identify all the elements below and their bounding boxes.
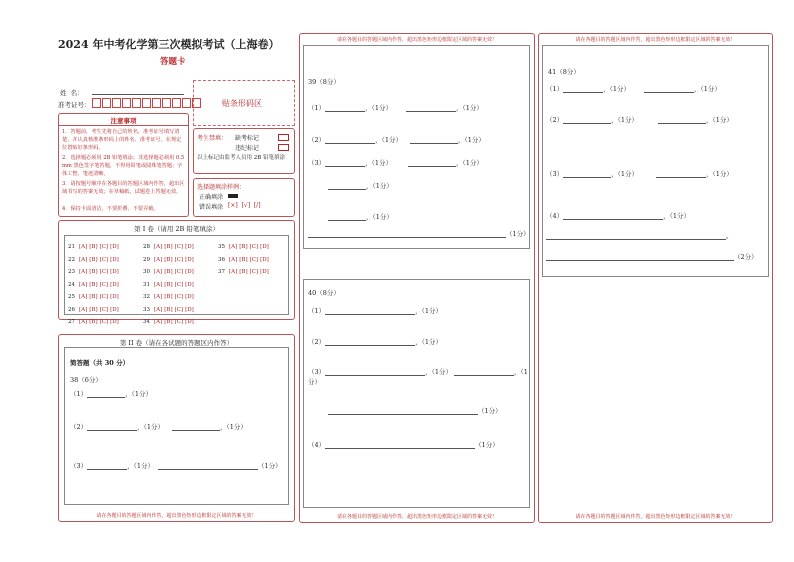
option-bubble[interactable]: [C]	[99, 294, 109, 300]
points: （1分）	[475, 441, 499, 449]
points: （1分）	[669, 212, 691, 220]
option-bubble[interactable]: [D]	[185, 306, 194, 313]
option-bubble[interactable]: [D]	[110, 306, 119, 313]
points: （1分）	[609, 85, 631, 93]
comma: ，	[366, 213, 373, 221]
part-label: （1）	[546, 85, 564, 93]
part-label: （3）	[308, 159, 326, 167]
option-bubble[interactable]: [B]	[89, 244, 98, 250]
option-bubble[interactable]: [B]	[164, 281, 173, 288]
option-bubble[interactable]: [D]	[185, 269, 194, 275]
option-bubble[interactable]: [D]	[110, 319, 119, 325]
part-label: （2）	[308, 136, 326, 144]
points: （1分）	[421, 338, 443, 346]
comma: ，	[663, 212, 670, 220]
option-bubble[interactable]: [B]	[89, 319, 98, 325]
option-bubble[interactable]: [B]	[164, 319, 173, 325]
option-bubble[interactable]: [B]	[89, 256, 98, 263]
comma: ，	[603, 85, 610, 93]
option-bubble[interactable]: [C]	[99, 306, 109, 313]
bubble-row[interactable]	[68, 316, 119, 329]
exam-no-grid[interactable]	[92, 98, 202, 108]
option-bubble[interactable]: [A]	[154, 244, 163, 250]
part-label: （3）	[308, 368, 326, 376]
points: （1分）	[462, 104, 483, 112]
option-bubble[interactable]: [C]	[174, 269, 184, 275]
q38-part2[interactable]	[70, 422, 247, 431]
q40-part1[interactable]	[308, 306, 442, 315]
bubble-row[interactable]	[68, 266, 119, 279]
barcode-label: 贴条形码区	[222, 99, 262, 108]
bubble-row[interactable]	[68, 304, 119, 317]
bubble-row[interactable]	[143, 279, 194, 292]
part-label: （2）	[308, 338, 326, 346]
col1-bottom-warning: 请在各题目的答题区域内作答，超出黑色矩形边框限定区域的答案无效！	[96, 513, 257, 519]
question-number: 23	[68, 269, 75, 275]
question-number: 33	[143, 306, 150, 313]
question-number: 30	[143, 269, 150, 275]
notice-item-3: 3．请按题号顺序在各题目的答题区域内作答，超出区域书写的答案无效；在草稿纸、试题卷上答题无效。	[62, 181, 185, 195]
q40-part3a[interactable]	[308, 367, 528, 376]
wrong-fill-label: 错误填涂	[199, 204, 224, 211]
question-number: 36	[218, 256, 225, 263]
q40-part3-wrap: 分）	[308, 378, 321, 386]
q39-part3b[interactable]	[328, 181, 393, 190]
q38-part3-label: （3）	[70, 462, 88, 470]
q41-title: 41（8分）	[548, 68, 580, 76]
option-bubble[interactable]: [A]	[79, 294, 88, 300]
violation-checkbox[interactable]	[278, 144, 289, 151]
bubble-row[interactable]	[68, 291, 119, 304]
q38-part1-label: （1）	[70, 390, 88, 398]
points: （1分）	[700, 85, 721, 93]
option-bubble[interactable]: [A]	[154, 256, 163, 263]
q40-part3b[interactable]	[328, 406, 502, 415]
bubble-col-1[interactable]	[68, 241, 119, 329]
page-title: 2024 年中考化学第三次模拟考试（上海卷）	[58, 38, 280, 51]
points: （1分）	[381, 136, 403, 144]
option-bubble[interactable]: [A]	[229, 269, 238, 275]
option-bubble[interactable]: [A]	[79, 269, 88, 275]
notice-divider	[58, 125, 189, 126]
q40-title: 40（8分）	[308, 289, 340, 297]
points: （1分）	[431, 368, 453, 376]
violation-label: 违纪标记	[235, 145, 260, 152]
bubble-row[interactable]	[218, 241, 269, 254]
option-bubble[interactable]: [A]	[229, 256, 238, 263]
option-bubble[interactable]: [C]	[99, 244, 109, 250]
part-label: （1）	[308, 104, 326, 112]
option-bubble[interactable]: [C]	[249, 269, 259, 275]
points: （1分）	[464, 136, 485, 144]
option-bubble[interactable]: [B]	[164, 306, 173, 313]
option-bubble[interactable]: [B]	[89, 306, 98, 313]
points: （1分）	[617, 170, 639, 178]
q39-part3a[interactable]	[308, 158, 483, 167]
points: （1分）	[617, 116, 639, 124]
comma: ，	[220, 423, 227, 431]
col3-top-warning: 请在各题目的答题区域内作答，超出黑色矩形边框限定区域的答案无效！	[575, 37, 736, 43]
option-bubble[interactable]: [D]	[110, 294, 119, 300]
option-bubble[interactable]: [A]	[79, 256, 88, 263]
q41-part4b[interactable]	[546, 231, 733, 240]
q41-part4c[interactable]	[546, 252, 758, 261]
candidate-note: 以上标记由监考人员用 2B 铅笔填涂	[197, 155, 286, 161]
comma: ，	[125, 390, 132, 398]
points: （1分）	[462, 159, 483, 167]
comma: ，	[425, 368, 432, 376]
option-bubble[interactable]: [C]	[174, 294, 184, 300]
option-bubble[interactable]: [A]	[229, 244, 238, 250]
bubble-col-2[interactable]	[143, 241, 194, 329]
bubble-row[interactable]	[143, 316, 194, 329]
points: （1分）	[712, 170, 733, 178]
option-bubble[interactable]: [A]	[154, 294, 163, 300]
comma: ，	[365, 104, 372, 112]
points: （1分）	[506, 230, 530, 238]
points: （2分）	[734, 253, 758, 261]
bubble-row[interactable]	[143, 266, 194, 279]
q39-part2[interactable]	[308, 135, 485, 144]
points: （1分）	[226, 423, 247, 431]
q40-part2[interactable]	[308, 337, 442, 346]
comma: ，	[514, 368, 521, 376]
question-number: 35	[218, 244, 225, 250]
q39-part3d[interactable]	[308, 229, 530, 238]
absent-label: 缺考标记	[235, 135, 260, 142]
section2-title: 第 II 卷（请在各试题的答题区内作答）	[119, 339, 234, 347]
fill-example-title: 选择题填涂样例：	[197, 184, 246, 191]
option-bubble[interactable]: [C]	[174, 319, 184, 325]
bubble-row[interactable]	[218, 266, 269, 279]
question-number: 21	[68, 244, 75, 250]
option-bubble[interactable]: [D]	[185, 281, 194, 288]
name-field[interactable]	[92, 87, 184, 95]
q38-part1[interactable]	[70, 389, 152, 398]
bubble-row[interactable]	[68, 241, 119, 254]
option-bubble[interactable]: [A]	[79, 319, 88, 325]
q39-part1[interactable]	[308, 103, 483, 112]
option-bubble[interactable]: [B]	[164, 256, 173, 263]
notice-item-1: 1．答题前，考生先将自己的姓名，准考证号填写清楚，并认真核准条形码上的姓名、准考证号，在规定位置贴好条形码。	[62, 129, 182, 151]
comma: ，	[365, 159, 372, 167]
comma: ，	[458, 136, 465, 144]
absent-checkbox[interactable]	[278, 134, 289, 141]
q41-part1[interactable]	[546, 84, 721, 93]
comma: ，	[694, 85, 701, 93]
bubble-row[interactable]	[143, 241, 194, 254]
q41-part2[interactable]	[546, 115, 733, 124]
comma: ，	[366, 182, 373, 190]
comma: ，	[611, 170, 618, 178]
part-label: （3）	[546, 170, 564, 178]
option-bubble[interactable]: [A]	[154, 269, 163, 275]
name-label: 姓 名：	[60, 89, 84, 97]
bubble-row[interactable]	[143, 291, 194, 304]
comma: ，	[127, 462, 134, 470]
question-number: 28	[143, 244, 150, 250]
col2-top-warning: 请在各题目的答题区域内作答，超出黑色矩形边框限定区域的答案无效！	[336, 37, 497, 43]
notice-item-2: 2．选择题必须用 2B 铅笔填涂；非选择题必须用 0.5 mm 黑色签字笔答题，不得用铅笔或圆珠笔答题；字体工整、笔迹清晰。	[62, 155, 185, 177]
part-label: （2）	[546, 116, 564, 124]
question-number: 32	[143, 294, 150, 300]
option-bubble[interactable]: [C]	[174, 306, 184, 313]
q41-part4a[interactable]	[546, 211, 690, 220]
points: （1分）	[133, 462, 155, 470]
option-bubble[interactable]: [D]	[110, 244, 119, 250]
points: （1分）	[258, 462, 282, 470]
option-bubble[interactable]: [B]	[239, 244, 248, 250]
points: （1分）	[131, 390, 153, 398]
option-bubble[interactable]: [B]	[164, 244, 173, 250]
question-number: 34	[143, 319, 150, 325]
points: （1分）	[372, 182, 393, 190]
option-bubble[interactable]: [D]	[260, 269, 269, 275]
q41-part3[interactable]	[546, 169, 733, 178]
comma: ，	[456, 104, 463, 112]
part-label: （1）	[308, 307, 326, 315]
option-bubble[interactable]: [D]	[185, 319, 194, 325]
option-bubble[interactable]: [B]	[89, 269, 98, 275]
question-number: 37	[218, 269, 225, 275]
col2-bottom-warning: 请在各题目的答题区域内作答，超出黑色矩形边框限定区域的答案无效！	[336, 514, 497, 520]
option-bubble[interactable]: [C]	[174, 244, 184, 250]
correct-fill-mark	[228, 194, 238, 198]
wrong-fill-marks: [×] [√] [/]	[228, 202, 261, 209]
q38-title: 38（6分）	[70, 376, 102, 384]
option-bubble[interactable]: [A]	[79, 281, 88, 288]
points: （1分）	[421, 307, 443, 315]
comma: ，	[375, 136, 382, 144]
option-bubble[interactable]: [B]	[89, 294, 98, 300]
option-bubble[interactable]: [A]	[79, 306, 88, 313]
option-bubble[interactable]: [C]	[99, 319, 109, 325]
notice-item-4: 4．保持卡面清洁，不要折叠、不要弄破。	[62, 206, 159, 212]
points: （1分）	[372, 213, 393, 221]
option-bubble[interactable]: [A]	[154, 281, 163, 288]
points: （1分）	[478, 407, 502, 415]
bubble-row[interactable]	[218, 254, 269, 267]
question-number: 22	[68, 256, 75, 263]
question-number: 24	[68, 281, 75, 288]
option-bubble[interactable]: [A]	[79, 244, 88, 250]
correct-fill-label: 正确填涂	[199, 194, 224, 201]
option-bubble[interactable]: [D]	[110, 281, 119, 288]
section2-subtitle: 简答题（共 30 分）	[70, 359, 130, 367]
comma: ，	[415, 307, 422, 315]
q41-box	[542, 45, 769, 277]
option-bubble[interactable]: [C]	[249, 244, 259, 250]
question-number: 26	[68, 306, 75, 313]
question-number: 25	[68, 294, 75, 300]
question-number: 29	[143, 256, 150, 263]
option-bubble[interactable]: [D]	[185, 244, 194, 250]
q40-part4[interactable]	[308, 440, 499, 449]
comma: ，	[415, 338, 422, 346]
option-bubble[interactable]: [B]	[164, 269, 173, 275]
q38-part2-label: （2）	[70, 423, 88, 431]
col3-bottom-warning: 请在各题目的答题区域内作答，超出黑色矩形边框限定区域的答案无效！	[575, 514, 736, 520]
q38-part3[interactable]	[70, 461, 282, 470]
option-bubble[interactable]: [D]	[185, 256, 194, 263]
bubble-row[interactable]	[143, 254, 194, 267]
question-number: 31	[143, 281, 150, 288]
comma: ，	[706, 116, 713, 124]
part-label: （4）	[546, 212, 564, 220]
option-bubble[interactable]: [D]	[260, 244, 269, 250]
points: （1	[520, 368, 528, 376]
bubble-row[interactable]	[143, 304, 194, 317]
option-bubble[interactable]: [D]	[110, 256, 119, 263]
points: （1分）	[371, 159, 393, 167]
option-bubble[interactable]: [C]	[99, 269, 109, 275]
option-bubble[interactable]: [A]	[154, 306, 163, 313]
points: （1分）	[143, 423, 165, 431]
notice-title: 注意事项	[110, 117, 137, 125]
option-bubble[interactable]: [D]	[110, 269, 119, 275]
question-number: 27	[68, 319, 75, 325]
points: （1分）	[371, 104, 393, 112]
points: （1分）	[712, 116, 733, 124]
bubble-row[interactable]	[68, 279, 119, 292]
period: 。	[726, 232, 733, 240]
option-bubble[interactable]: [C]	[99, 256, 109, 263]
bubble-row[interactable]	[68, 254, 119, 267]
option-bubble[interactable]: [B]	[239, 256, 248, 263]
option-bubble[interactable]: [C]	[249, 256, 259, 263]
page-subtitle: 答题卡	[160, 57, 186, 67]
option-bubble[interactable]: [C]	[174, 281, 184, 288]
q39-title: 39（8分）	[308, 78, 340, 86]
comma: ，	[137, 423, 144, 431]
option-bubble[interactable]: [A]	[154, 319, 163, 325]
option-bubble[interactable]: [D]	[260, 256, 269, 263]
candidate-label: 考生禁填：	[197, 135, 228, 142]
bubble-col-3[interactable]	[218, 241, 269, 279]
comma: ，	[706, 170, 713, 178]
option-bubble[interactable]: [C]	[99, 281, 109, 288]
option-bubble[interactable]: [B]	[89, 281, 98, 288]
part-label: （4）	[308, 441, 326, 449]
option-bubble[interactable]: [D]	[185, 294, 194, 300]
comma: ，	[611, 116, 618, 124]
option-bubble[interactable]: [B]	[164, 294, 173, 300]
option-bubble[interactable]: [B]	[239, 269, 248, 275]
exam-no-label: 准考证号：	[58, 101, 91, 109]
comma: ，	[456, 159, 463, 167]
q39-part3c[interactable]	[328, 212, 393, 221]
option-bubble[interactable]: [C]	[174, 256, 184, 263]
section1-title: 第 I 卷（请用 2B 铅笔填涂）	[134, 225, 219, 233]
